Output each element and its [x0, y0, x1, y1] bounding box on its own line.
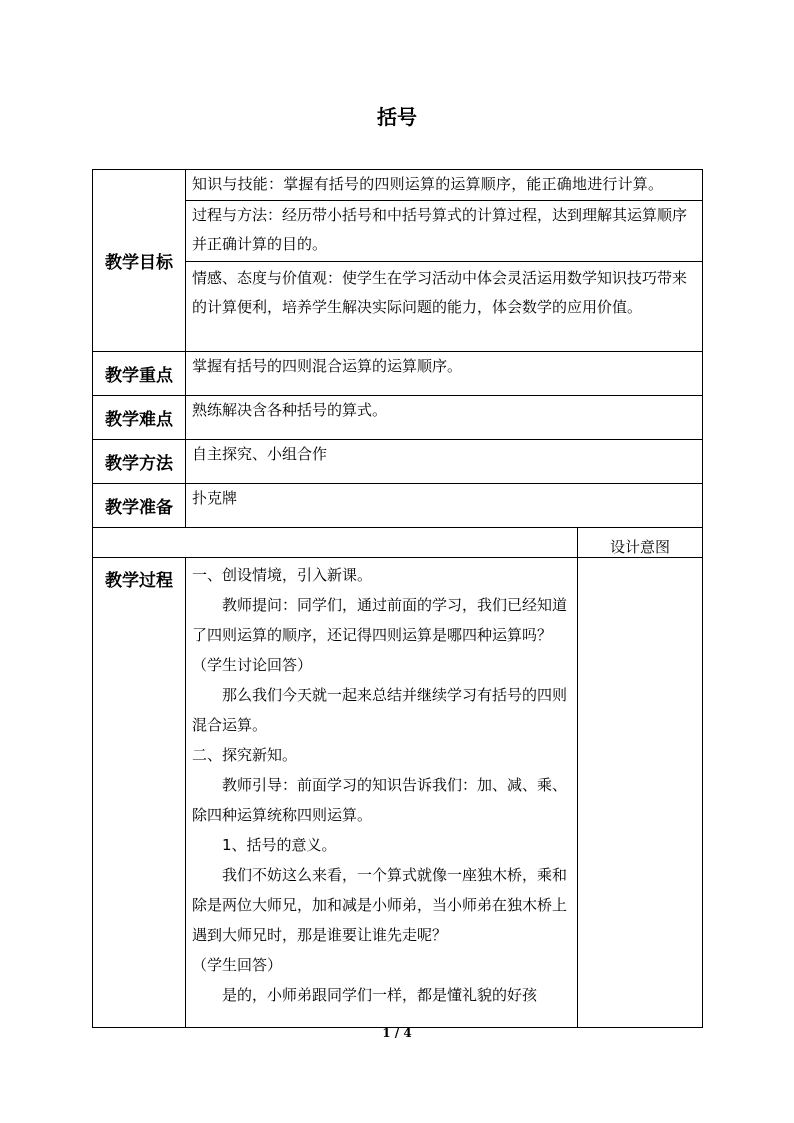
- objectives-label: 教学目标: [93, 170, 186, 352]
- process-paragraph: （学生讨论回答）: [192, 656, 313, 674]
- objective-knowledge: 知识与技能：掌握有括号的四则运算的运算顺序，能正确地进行计算。: [186, 170, 703, 201]
- preparation-label: 教学准备: [93, 484, 186, 528]
- process-label: 教学过程: [93, 558, 186, 1028]
- design-intent-cell: [578, 558, 703, 1028]
- process-paragraph: 二、探究新知。: [192, 746, 298, 764]
- process-paragraph: 教师引导：前面学习的知识告诉我们：加、减、乘、除四种运算统称四则运算。: [192, 776, 568, 824]
- header-blank-cell: [93, 528, 578, 558]
- difficulty-text: 熟练解决含各种括号的算式。: [186, 396, 703, 440]
- process-paragraph: （学生回答）: [192, 956, 283, 974]
- process-paragraph: 我们不妨这么来看，一个算式就像一座独木桥，乘和除是两位大师兄，加和减是小师弟，当小师弟在独木桥上遇到大师兄时，那是谁要让谁先走呢？: [192, 866, 568, 944]
- page-title: 括号: [377, 105, 417, 129]
- page-number: 1 / 4: [382, 1026, 412, 1040]
- process-paragraph: 那么我们今天就一起来总结并继续学习有括号的四则混合运算。: [192, 686, 568, 734]
- process-content: [186, 558, 578, 1028]
- process-row: [93, 558, 703, 1028]
- key-point-label: 教学重点: [93, 352, 186, 396]
- lesson-plan-table: [92, 169, 703, 1028]
- design-intent-header: 设计意图: [578, 528, 703, 558]
- key-point-row: [93, 352, 703, 396]
- key-point-text: 掌握有括号的四则混合运算的运算顺序。: [186, 352, 703, 396]
- preparation-row: [93, 484, 703, 528]
- process-paragraph: 1、括号的意义。: [222, 836, 337, 854]
- process-paragraph: 是的，小师弟跟同学们一样，都是懂礼貌的好孩: [222, 986, 538, 1004]
- method-label: 教学方法: [93, 440, 186, 484]
- objective-process: 过程与方法：经历带小括号和中括号算式的计算过程，达到理解其运算顺序并正确计算的目的。: [186, 201, 703, 262]
- preparation-text: 扑克牌: [186, 484, 703, 528]
- process-paragraph: 教师提问：同学们，通过前面的学习，我们已经知道了四则运算的顺序，还记得四则运算是哪四种运算吗？: [192, 596, 568, 644]
- objective-attitude: 情感、态度与价值观：使学生在学习活动中体会灵活运用数学知识技巧带来的计算便利，培养学生解决实际问题的能力，体会数学的应用价值。: [186, 262, 703, 352]
- objective-row-1: [93, 170, 703, 201]
- process-paragraph: 一、创设情境，引入新课。: [192, 566, 373, 584]
- difficulty-label: 教学难点: [93, 396, 186, 440]
- header-row: [93, 528, 703, 558]
- difficulty-row: [93, 396, 703, 440]
- method-row: [93, 440, 703, 484]
- method-text: 自主探究、小组合作: [186, 440, 703, 484]
